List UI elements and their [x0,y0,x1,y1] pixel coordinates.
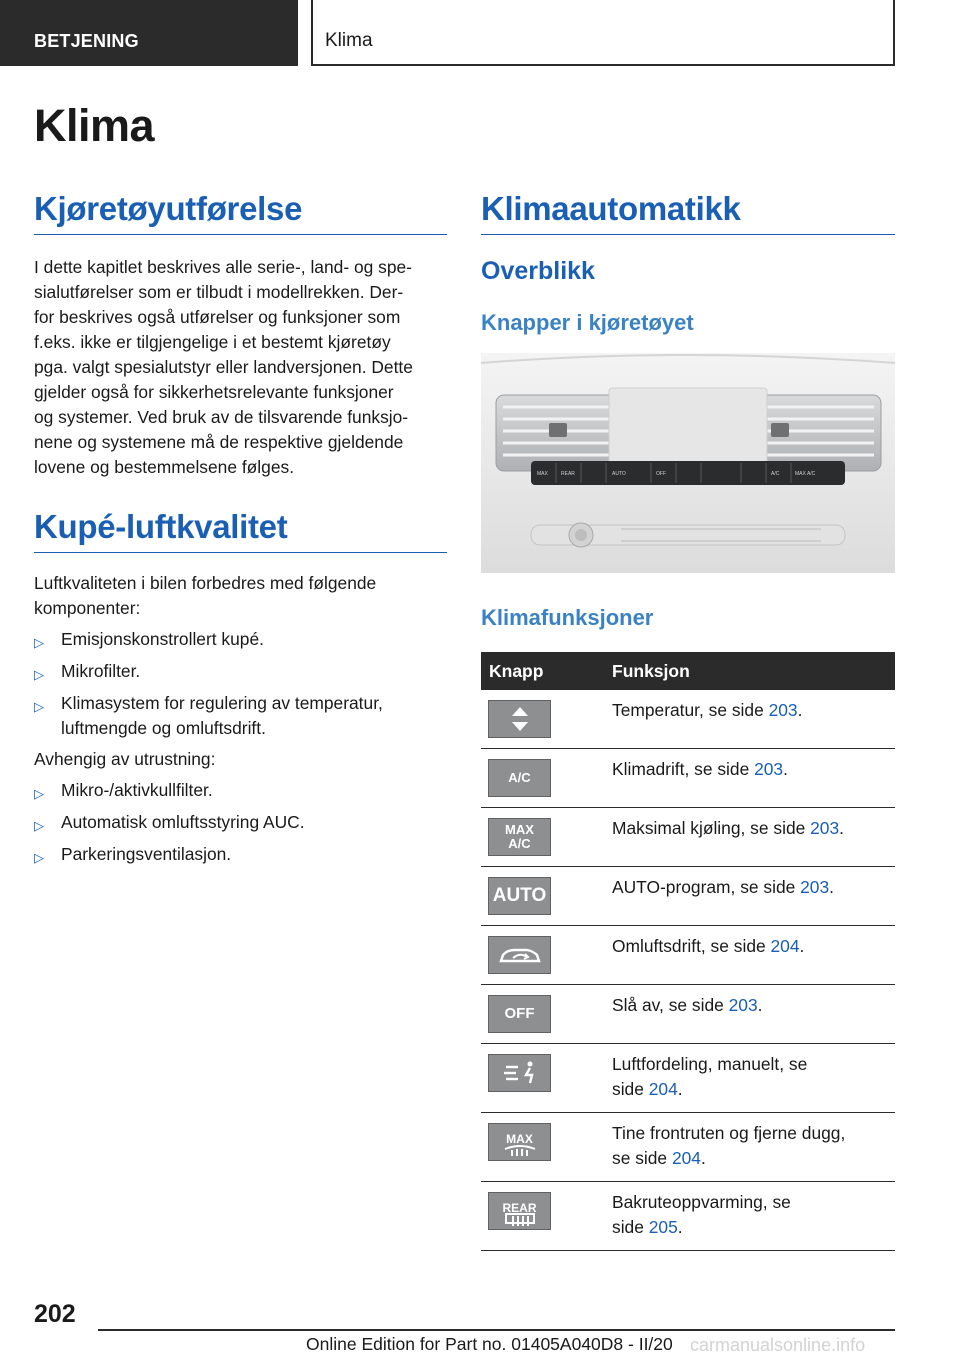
table-row [481,985,895,1044]
bullet-triangle-icon: ▷ [34,818,44,833]
icon-label: AUTO [492,885,547,906]
function-text: Klimadrift, se side [612,759,755,779]
icon-label: MAX [506,1132,533,1146]
photo-label-auto: AUTO [612,471,626,477]
ac-icon [488,759,551,797]
paragraph-line: for beskrives også utførelser og funksjoner som [34,307,401,327]
function-cell [604,1182,895,1251]
function-text: side [612,1217,649,1237]
function-text-tail: . [677,1079,683,1099]
function-cell [604,808,895,867]
left-column [34,190,447,867]
function-cell [604,985,895,1044]
bullet-triangle-icon: ▷ [34,699,44,714]
temperature-arrows-icon [488,700,551,738]
page-reference-link[interactable]: 203 [728,995,758,1015]
column-header-function: Funksjon [604,652,895,690]
function-cell [604,926,895,985]
bullet-triangle-icon: ▷ [34,786,44,801]
page-reference-link[interactable]: 204 [770,936,800,956]
button-cell [481,749,604,808]
function-text-tail: . [839,818,844,838]
function-text-tail: . [677,1217,683,1237]
function-text-tail: . [783,759,788,779]
function-text: Luftfordeling, manuelt, se [612,1054,808,1074]
function-text: AUTO-program, se side [612,877,801,897]
function-line [612,1121,887,1146]
function-text-tail: . [799,936,805,956]
function-line [612,757,887,782]
paragraph-line: nene og systemene må de respektive gjeldende [34,432,404,452]
bullet-triangle-icon: ▷ [34,667,44,682]
page-reference-link[interactable]: 204 [671,1148,701,1168]
watermark: carmanualsonline.info [690,1335,866,1355]
function-line [612,934,887,959]
off-icon [488,995,551,1033]
right-column [481,190,895,1251]
function-text-tail: . [757,995,763,1015]
paragraph-line: komponenter: [34,598,141,618]
paragraph-line: pga. valgt spesialutstyr eller landversjonen. Dette [34,357,413,377]
function-text: side [612,1079,649,1099]
header-section-label: BETJENING [0,0,298,66]
bullet-triangle-icon: ▷ [34,850,44,865]
button-cell [481,985,604,1044]
auto-icon [488,877,551,915]
table-row [481,690,895,749]
paragraph-line: gjelder også for sikkerhetsrelevante funksjoner [34,382,394,402]
function-line [612,698,887,723]
button-cell [481,690,604,749]
list-item-text: Parkeringsventilasjon. [61,844,232,864]
air-distribution-icon [488,1054,551,1092]
function-text: Temperatur, se side [612,700,769,720]
function-line [612,993,887,1018]
air-quality-intro [34,571,447,621]
equipment-dependent-label: Avhengig av utrustning: [34,749,216,769]
paragraph-line: lovene og bestemmelsene følges. [34,457,295,477]
function-line [612,1190,887,1215]
section-heading-climate-control: Klimaautomatikk [481,190,895,235]
bullet-triangle-icon: ▷ [34,635,44,650]
function-line [612,816,887,841]
function-cell [604,1113,895,1182]
header-chapter-label: Klima [311,0,895,66]
buttons-in-vehicle-heading: Knapper i kjøretøyet [481,310,694,335]
air-quality-component-list [34,627,447,741]
vehicle-equipment-paragraph [34,255,447,480]
list-item [34,659,447,684]
table-header-row [481,652,895,690]
table-row [481,808,895,867]
recirculation-car-icon [488,936,551,974]
function-cell [604,749,895,808]
icon-label: OFF [504,1005,535,1022]
optional-equipment-list [34,778,447,867]
column-header-button: Knapp [481,652,604,690]
table-row [481,749,895,808]
climate-panel-photo [481,353,895,573]
page-number: 202 [34,1300,76,1328]
function-cell [604,690,895,749]
list-item-text: Mikrofilter. [61,661,141,681]
function-text: Bakruteoppvarming, se [612,1192,791,1212]
button-cell [481,867,604,926]
paragraph-line: og systemer. Ved bruk av de tilsvarende funksjo- [34,407,409,427]
list-item-text: Emisjonskonstrollert kupé. [61,629,264,649]
list-item-text: Mikro-/aktivkullfilter. [61,780,213,800]
function-text: Tine frontruten og fjerne dugg, [612,1123,846,1143]
button-cell [481,926,604,985]
function-text-tail: . [829,877,834,897]
function-text: Slå av, se side [612,995,729,1015]
max-defrost-icon [488,1123,551,1161]
icon-label: A/C [508,770,531,785]
button-cell [481,1182,604,1251]
list-item [34,810,447,835]
list-item [34,691,447,741]
photo-label-ac: A/C [771,471,780,477]
photo-label-rear: REAR [561,471,575,477]
page-reference-link[interactable]: 203 [800,877,830,897]
function-line [612,1146,887,1171]
table-row [481,1113,895,1182]
function-line [612,1215,887,1240]
table-row [481,1044,895,1113]
function-cell [604,1044,895,1113]
list-item-text: Automatisk omluftsstyring AUC. [61,812,305,832]
paragraph-line: sialutførelser som er tilbudt i modellrekken. Der- [34,282,404,302]
icon-label: REAR [502,1201,537,1215]
list-item [34,778,447,803]
page-reference-link[interactable]: 205 [648,1217,678,1237]
max-ac-icon [488,818,551,856]
table-row [481,867,895,926]
page-reference-link[interactable]: 204 [648,1079,678,1099]
footer-divider [98,1329,895,1331]
table-row [481,926,895,985]
function-text: Maksimal kjøling, se side [612,818,811,838]
button-cell [481,1044,604,1113]
paragraph-line: f.eks. ikke er tilgjengelige i et bestemt kjøretøy [34,332,391,352]
rear-defrost-icon [488,1192,551,1230]
paragraph-line: Luftkvaliteten i bilen forbedres med følgende [34,573,377,593]
photo-label-off: OFF [656,471,666,477]
page-reference-link[interactable]: 203 [768,700,798,720]
list-item [34,842,447,867]
function-text: se side [612,1148,672,1168]
page-header [0,0,960,66]
function-text-tail: . [700,1148,706,1168]
photo-label-max: MAX [537,471,548,477]
function-text-tail: . [797,700,803,720]
climate-panel-illustration [481,353,895,573]
page-reference-link[interactable]: 203 [810,818,840,838]
button-cell [481,1113,604,1182]
page-reference-link[interactable]: 203 [754,759,784,779]
climate-functions-table [481,652,895,1251]
button-cell [481,808,604,867]
climate-functions-heading: Klimafunksjoner [481,605,654,630]
function-cell [604,867,895,926]
function-text: Omluftsdrift, se side [612,936,771,956]
overview-heading: Overblikk [481,257,595,285]
paragraph-line: I dette kapitlet beskrives alle serie-, land- og spe- [34,257,412,277]
photo-label-max-ac: MAX A/C [795,471,816,477]
icon-label: MAX A/C [505,822,534,851]
function-line [612,1077,887,1102]
list-item-text: Klimasystem for regulering av temperatur, [61,693,383,713]
table-row [481,1182,895,1251]
edition-footer: Online Edition for Part no. 01405A040D8 - II/20 [306,1334,673,1354]
list-item [34,627,447,652]
list-item-text: luftmengde og omluftsdrift. [61,718,266,738]
function-line [612,1052,887,1077]
function-line [612,875,887,900]
section-heading-cabin-air-quality: Kupé-luftkvalitet [34,508,447,553]
section-heading-vehicle-equipment: Kjøretøyutførelse [34,190,447,235]
page-title: Klima [34,100,155,151]
